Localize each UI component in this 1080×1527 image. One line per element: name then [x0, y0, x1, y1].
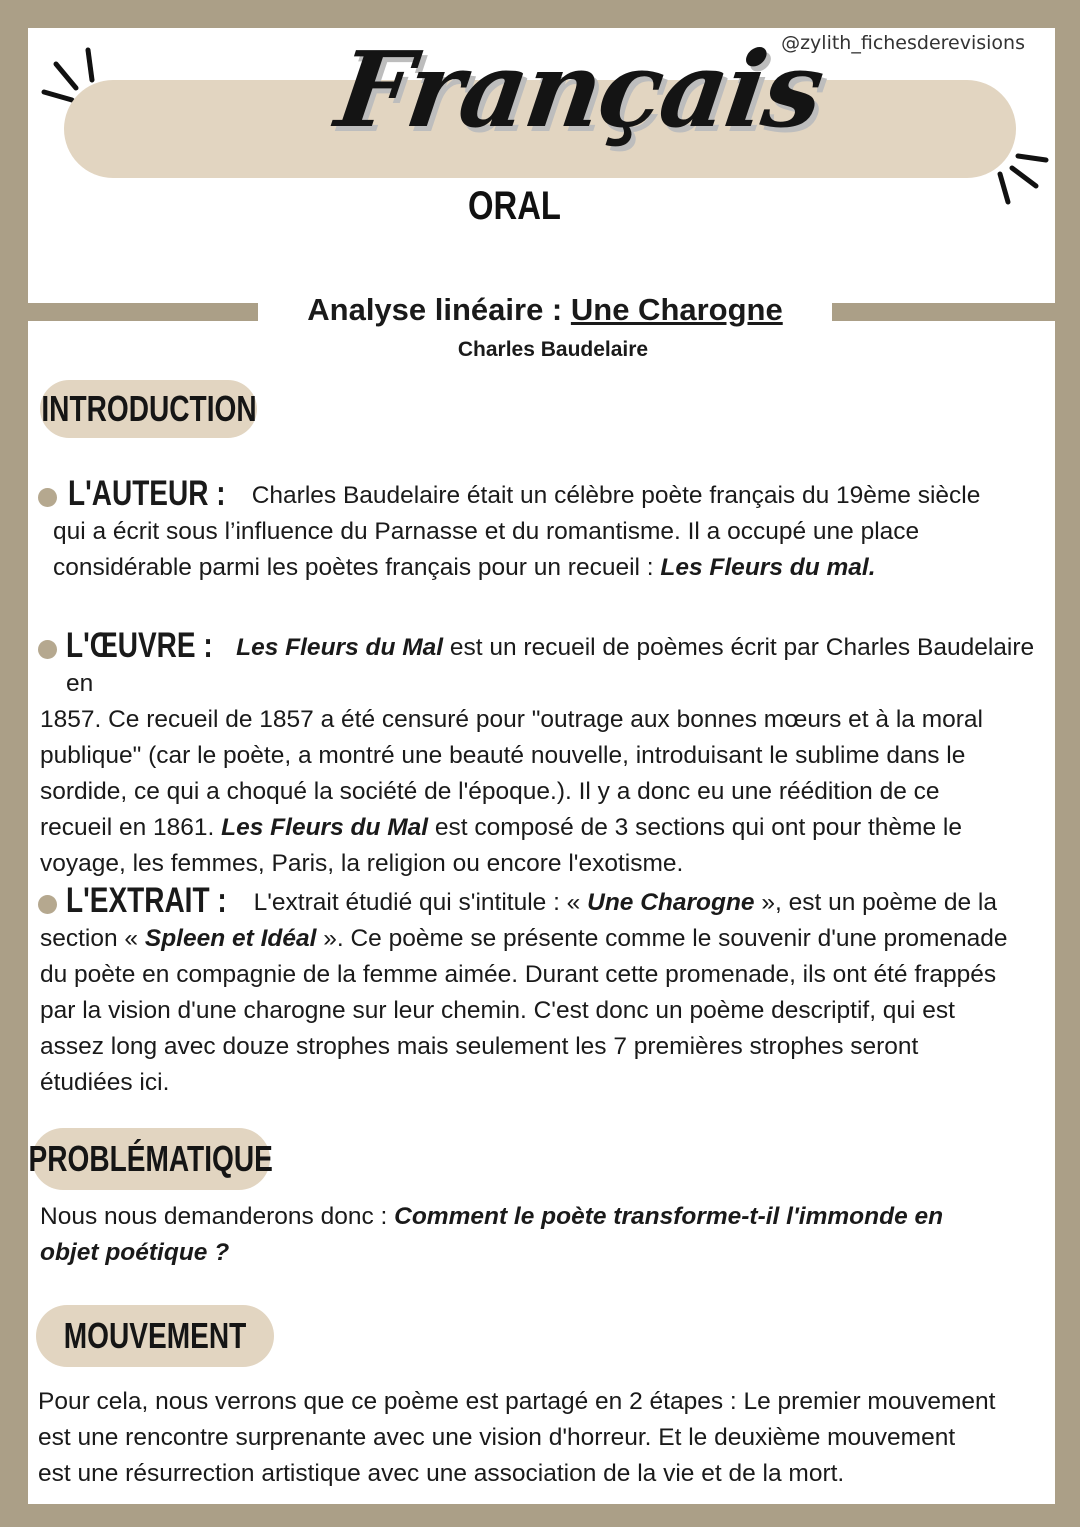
oeuvre-line-3: publique" (car le poète, a montré une beauté nouvelle, introduisant le sublime dans le [40, 742, 966, 769]
extrait-line-2a: section « [40, 925, 145, 952]
extrait-line-1b: », est un poème de la [754, 889, 998, 916]
section-introduction-label: INTRODUCTION [40, 388, 257, 429]
author-handle: @zylith_fichesderevisions [781, 32, 1025, 54]
separator-right [832, 303, 1055, 321]
oeuvre-work: Les Fleurs du Mal [236, 634, 444, 661]
mouvement-line-2: est une rencontre surprenante avec une vision d'horreur. Et le deuxième mouvement [38, 1424, 956, 1451]
extrait-line-6: étudiées ici. [40, 1069, 170, 1096]
problematique-paragraph [40, 1199, 1050, 1271]
problematique-question-2: objet poétique ? [40, 1239, 230, 1266]
mouvement-line-3: est une résurrection artistique avec une association de la vie et de la mort. [38, 1460, 845, 1487]
extrait-label: L'EXTRAIT : [66, 881, 227, 920]
mouvement-line-1: Pour cela, nous verrons que ce poème est partagé en 2 étapes : Le premier mouvement [38, 1388, 996, 1415]
oeuvre-line-5a: recueil en 1861. [40, 814, 222, 841]
analysis-heading [258, 292, 832, 328]
study-sheet [28, 28, 1055, 1504]
auteur-line-1: Charles Baudelaire était un célèbre poète français du 19ème siècle [251, 482, 981, 509]
oeuvre-line-4: sordide, ce qui a choqué la société de l'époque.). Il y a donc eu une réédition de ce [40, 778, 940, 805]
poem-title: Une Charogne [570, 292, 783, 327]
extrait-section: Spleen et Idéal [144, 925, 317, 952]
section-problematique [28, 1128, 274, 1190]
extrait-line-5: assez long avec douze strophes mais seulement les 7 premières strophes seront [40, 1033, 919, 1060]
separator-left [28, 303, 258, 321]
auteur-paragraph [53, 476, 1053, 586]
poem-author: Charles Baudelaire [457, 338, 649, 361]
oeuvre-paragraph [40, 628, 1052, 882]
section-mouvement-label: MOUVEMENT [63, 1315, 247, 1356]
auteur-line-2: qui a écrit sous l’influence du Parnasse et du romantisme. Il a occupé une place [53, 518, 920, 545]
analysis-prefix: Analyse linéaire : [307, 292, 571, 327]
extrait-poem: Une Charogne [587, 889, 755, 916]
extrait-paragraph [40, 883, 1055, 1101]
page-title: Français [329, 28, 830, 151]
oeuvre-label: L'ŒUVRE : [66, 626, 213, 665]
auteur-line-3: considérable parmi les poètes français pour un recueil : [53, 554, 661, 581]
section-problematique-label: PROBLÉMATIQUE [28, 1138, 274, 1179]
extrait-line-1a: L'extrait étudié qui s'intitule : « [253, 889, 588, 916]
mouvement-paragraph [38, 1384, 1053, 1492]
section-introduction [40, 380, 257, 438]
extrait-line-4: par la vision d'une charogne sur leur chemin. C'est donc un poème descriptif, qui est [40, 997, 955, 1024]
problematique-intro: Nous nous demanderons donc : [40, 1203, 395, 1230]
auteur-label: L'AUTEUR : [68, 474, 226, 513]
section-mouvement [36, 1305, 274, 1367]
oeuvre-line-6: voyage, les femmes, Paris, la religion ou encore l'exotisme. [40, 850, 684, 877]
problematique-question-1: Comment le poète transforme-t-il l'immonde en [394, 1203, 944, 1230]
oeuvre-line-5b: est composé de 3 sections qui ont pour thème le [428, 814, 962, 841]
extrait-line-3: du poète en compagnie de la femme aimée. Durant cette promenade, ils ont été frappés [40, 961, 997, 988]
oeuvre-work-2: Les Fleurs du Mal [221, 814, 429, 841]
auteur-work: Les Fleurs du mal. [660, 554, 876, 581]
page-subtitle: ORAL [468, 184, 561, 228]
extrait-line-2b: ». Ce poème se présente comme le souvenir d'une promenade [316, 925, 1008, 952]
oeuvre-line-2: 1857. Ce recueil de 1857 a été censuré pour "outrage aux bonnes mœurs et à la moral [40, 706, 983, 733]
oeuvre-line-1: est un recueil de poèmes écrit par Charles Baudelaire en [66, 634, 1035, 697]
